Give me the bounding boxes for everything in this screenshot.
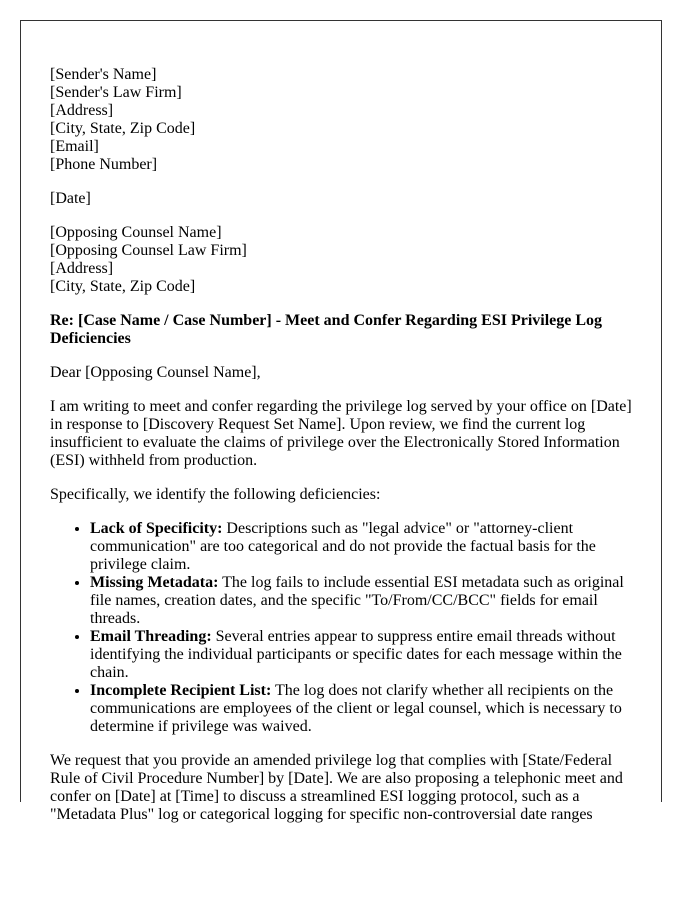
item-title: Email Threading:: [90, 628, 212, 645]
list-item: [90, 574, 632, 628]
subject-line: Re: [Case Name / Case Number] - Meet and Confer Regarding ESI Privilege Log Deficiencies: [50, 312, 603, 347]
request-paragraph: We request that you provide an amended privilege log that complies with [State/Federal Rule of Civil Procedure Number] by [Date]. We are also proposing a telephonic meet and confer on [Date] at [Time] to discuss a streamlined ESI logging protocol, such as a "Metadata Plus" log or categorical logging for specific non-controversial date ranges: [50, 752, 623, 823]
recipient-name: [Opposing Counsel Name]: [50, 224, 222, 241]
sender-address: [Address]: [50, 102, 114, 119]
item-title: Incomplete Recipient List:: [90, 682, 272, 699]
list-item: [90, 682, 632, 736]
letter-page: [20, 20, 662, 823]
salutation: Dear [Opposing Counsel Name],: [50, 364, 261, 381]
intro-paragraph: I am writing to meet and confer regarding the privilege log served by your office on [Date] in response to [Discovery Request Set Name]. Upon review, we find the current log insufficient to evaluate the claims of privilege over the Electronically Stored Information (ESI) withheld from production.: [50, 398, 632, 469]
letter-date: [Date]: [50, 190, 91, 207]
sender-phone: [Phone Number]: [50, 156, 158, 173]
sender-city: [City, State, Zip Code]: [50, 120, 196, 137]
item-text: The log fails to include essential ESI metadata such as original file names, creation dates, and the specific "To/From/CC/BCC" fields for email threads.: [90, 574, 624, 627]
sender-firm: [Sender's Law Firm]: [50, 84, 182, 101]
recipient-address: [Address]: [50, 260, 114, 277]
recipient-city: [City, State, Zip Code]: [50, 278, 196, 295]
item-title: Lack of Specificity:: [90, 520, 223, 537]
list-intro: Specifically, we identify the following deficiencies:: [50, 486, 381, 503]
item-text: Descriptions such as "legal advice" or "attorney-client communication" are too categorical and do not provide the factual basis for the privilege claim.: [90, 520, 596, 573]
deficiency-list: [50, 520, 632, 736]
sender-name: [Sender's Name]: [50, 66, 157, 83]
item-text: The log does not clarify whether all recipients on the communications are employees of the client or legal counsel, which is necessary to determine if privilege was waived.: [90, 682, 622, 735]
list-item: [90, 628, 632, 682]
item-text: Several entries appear to suppress entire email threads without identifying the individual participants or specific dates for each message within the chain.: [90, 628, 622, 681]
item-title: Missing Metadata:: [90, 574, 219, 591]
recipient-firm: [Opposing Counsel Law Firm]: [50, 242, 247, 259]
sender-email: [Email]: [50, 138, 99, 155]
list-item: [90, 520, 632, 574]
